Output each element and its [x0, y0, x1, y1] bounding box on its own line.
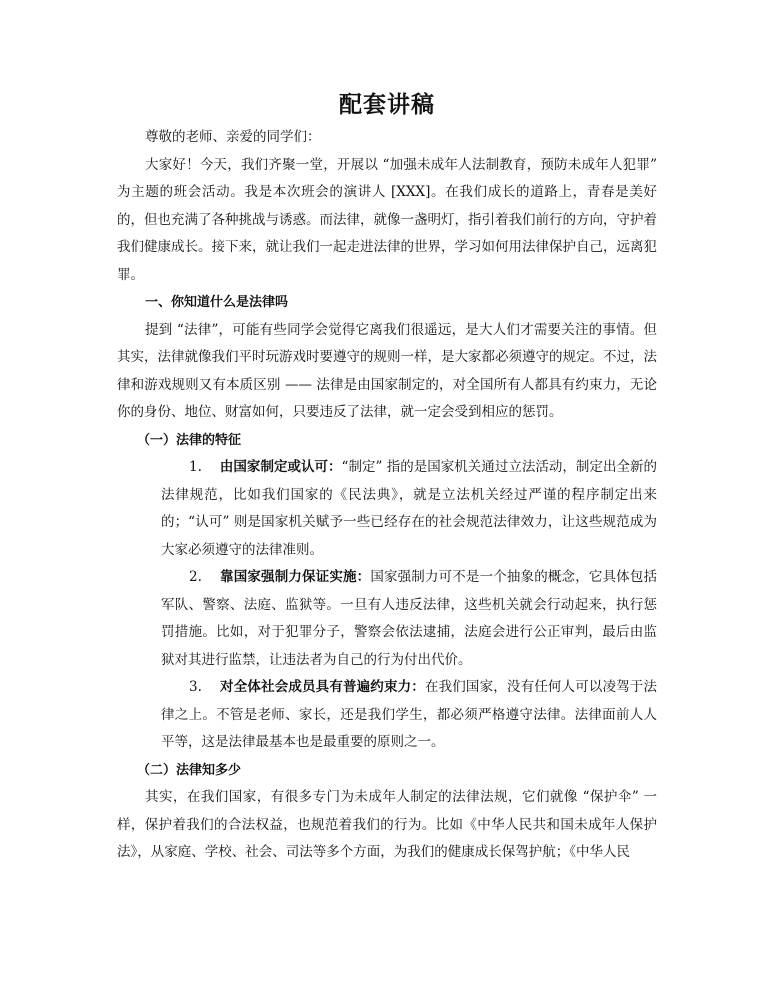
intro-paragraph: 大家好！今天，我们齐聚一堂，开展以 “加强未成年人法制教育，预防未成年人犯罪” 为主题的班会活动。我是本次班会的演讲人 [XXX]。在我们成长的道路上，青春是美好的，但也充满了各种挑战与诱惑。而法律，就像一盏明灯，指引着我们前行的方向，守护着我们健康成长。接下来，就让我们一起走进法律的世界，学习如何用法律保护自己，远离犯罪。: [117, 156, 657, 283]
section-1-paragraph: 提到 “法律”，可能有些同学会觉得它离我们很遥远，是大人们才需要关注的事情。但其实，法律就像我们平时玩游戏时要遵守的规则一样，是大家都必须遵守的规定。不过，法律和游戏规则又有本质区别 —— 法律是由国家制定的，对全国所有人都具有约束力，无论你的身份、地位、财富如何，只要违反了法律，就一定会受到相应的惩罚。: [117, 321, 657, 420]
list-item-text: 在我们国家，没有任何人可以凌驾于法律之上。不管是老师、家长，还是我们学生，都必须严格遵守法律。法律面前人人平等，这是法律最基本也是最重要的原则之一。: [161, 679, 658, 750]
greeting: 尊敬的老师、亲爱的同学们：: [145, 129, 321, 145]
document-body: [117, 88, 657, 867]
list-item-number: 1.: [189, 459, 202, 475]
list-item: [117, 564, 657, 674]
list-item-text: “制定” 指的是国家机关通过立法活动，制定出全新的法律规范，比如我们国家的《民法典》，就是立法机关经过严谨的程序制定出来的；“认可” 则是国家机关赋予一些已经存在的社会规范法律效力，让这些规范成为大家必须遵守的法律准则。: [161, 459, 657, 558]
list-item: [117, 454, 657, 564]
section-heading-1: 一、你知道什么是法律吗: [145, 295, 289, 310]
list-item-label: 靠国家强制力保证实施：: [219, 569, 371, 585]
subsection-heading-features: （一）法律的特征: [137, 432, 242, 448]
list-item-number: 3.: [189, 679, 202, 695]
subsection-heading-laws: （二）法律知多少: [137, 762, 242, 778]
list-item-label: 由国家制定或认可：: [219, 459, 342, 475]
list-item-label: 对全体社会成员具有普遍约束力：: [219, 679, 425, 695]
list-item-number: 2.: [189, 569, 202, 585]
list-item: [117, 674, 657, 757]
list-item-text: 国家强制力可不是一个抽象的概念，它具体包括军队、警察、法庭、监狱等。一旦有人违反法律，这些机关就会行动起来，执行惩罚措施。比如，对于犯罪分子，警察会依法逮捕，法庭会进行公正审判，最后由监狱对其进行监禁，让违法者为自己的行为付出代价。: [161, 569, 658, 668]
laws-paragraph: 其实，在我们国家，有很多专门为未成年人制定的法律法规，它们就像 “保护伞” 一样，保护着我们的合法权益，也规范着我们的行为。比如《中华人民共和国未成年人保护法》，从家庭、学校、社会、司法等多个方面，为我们的健康成长保驾护航；《中华人民: [117, 789, 657, 860]
document-title: 配套讲稿: [339, 92, 435, 118]
